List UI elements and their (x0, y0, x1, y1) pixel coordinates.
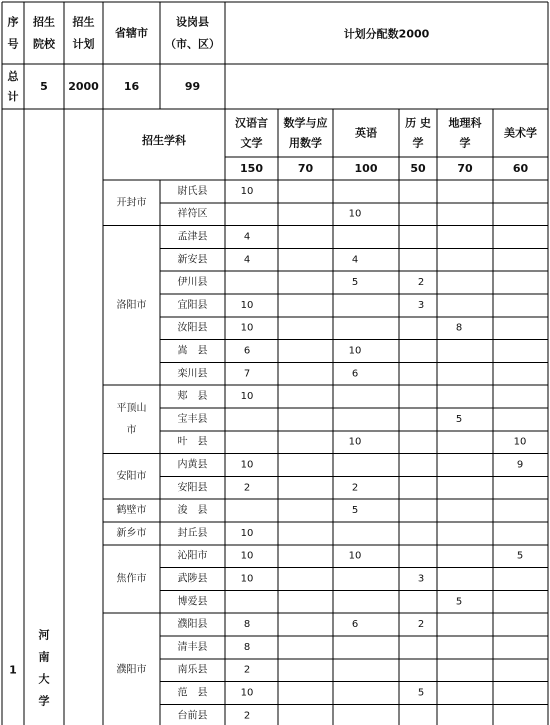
county-name: 郏 县 (177, 391, 208, 403)
quota-value: 2 (243, 664, 251, 676)
header-county: 设岗县 (176, 15, 209, 29)
quota-value: 8 (243, 619, 251, 631)
subject-name: 学 (412, 136, 424, 150)
university-name: 大 (38, 672, 50, 686)
county-name: 内黄县 (177, 459, 208, 471)
city-name: 开封市 (116, 197, 147, 209)
quota-value: 2 (243, 482, 251, 494)
quota-value: 10 (513, 436, 527, 448)
quota-value: 8 (455, 322, 463, 334)
quota-value: 10 (240, 687, 254, 699)
subject-name: 英语 (355, 126, 377, 140)
subject-count: 70 (457, 162, 473, 175)
subject-count: 70 (297, 162, 314, 175)
quota-value: 4 (351, 254, 359, 266)
county-name: 宝丰县 (177, 413, 208, 425)
quota-value: 6 (351, 619, 359, 631)
quota-value: 10 (348, 436, 362, 448)
quota-value: 5 (516, 550, 524, 562)
county-name: 嵩 县 (177, 345, 208, 357)
quota-value: 5 (351, 277, 359, 289)
subject-name: 美术学 (504, 126, 537, 140)
quota-value: 3 (417, 299, 425, 311)
quota-value: 10 (348, 208, 362, 220)
total-plan: 2000 (68, 80, 99, 93)
city-name: 市 (126, 424, 137, 436)
quota-value: 4 (243, 231, 251, 243)
quota-value: 7 (243, 368, 251, 380)
quota-value: 8 (243, 641, 251, 653)
quota-value: 2 (417, 277, 425, 289)
county-name: 濮阳县 (177, 619, 208, 631)
quota-value: 10 (240, 550, 254, 562)
county-name: 栾川县 (177, 368, 208, 380)
county-name: 南乐县 (177, 664, 208, 676)
total-cities: 16 (123, 80, 140, 93)
county-name: 范 县 (177, 687, 208, 699)
total-label: 计 (7, 90, 19, 103)
county-name: 封丘县 (177, 527, 208, 539)
quota-value: 10 (240, 573, 254, 585)
county-name: 安阳县 (177, 482, 208, 494)
county-name: 沁阳市 (177, 550, 208, 562)
quota-value: 5 (455, 413, 463, 425)
header-seq: 号 (7, 37, 19, 51)
county-name: 武陟县 (177, 573, 208, 585)
county-name: 孟津县 (177, 231, 208, 243)
quota-value: 10 (240, 391, 254, 403)
county-name: 伊川县 (177, 277, 208, 289)
city-name: 焦作市 (116, 573, 147, 585)
quota-value: 10 (348, 550, 362, 562)
county-name: 清丰县 (177, 641, 208, 653)
quota-value: 5 (455, 596, 463, 608)
quota-value: 9 (516, 459, 524, 471)
county-name: 叶 县 (177, 436, 208, 448)
header-school: 招生 (33, 15, 55, 29)
subject-name: 历 史 (405, 116, 431, 130)
city-name: 新乡市 (116, 527, 147, 539)
quota-value: 4 (243, 254, 251, 266)
quota-value: 6 (243, 345, 251, 357)
county-name: 祥符区 (177, 208, 208, 220)
quota-value: 10 (240, 459, 254, 471)
subject-name: 汉语言 (235, 116, 268, 130)
quota-value: 10 (240, 527, 254, 539)
quota-value: 10 (348, 345, 362, 357)
subject-count: 50 (410, 162, 426, 175)
city-name: 洛阳市 (116, 299, 147, 311)
quota-value: 6 (351, 368, 359, 380)
university-name: 南 (38, 650, 50, 664)
header-seq: 序 (7, 15, 19, 29)
header-county: （市、区） (165, 37, 220, 51)
university-seq: 1 (9, 663, 17, 677)
total-label: 总 (7, 70, 19, 83)
county-name: 博爱县 (177, 596, 208, 608)
city-name: 安阳市 (116, 470, 147, 482)
header-allocation: 计划分配数2000 (343, 27, 430, 41)
total-schools: 5 (40, 80, 48, 93)
total-counties: 99 (184, 80, 201, 93)
quota-value: 2 (351, 482, 359, 494)
quota-value: 5 (417, 687, 425, 699)
county-name: 尉氏县 (177, 185, 208, 197)
quota-value: 5 (351, 505, 359, 517)
county-name: 浚 县 (177, 505, 208, 517)
table-texts (8, 15, 538, 722)
subject-header: 招生学科 (142, 134, 186, 147)
quota-value: 10 (240, 322, 254, 334)
county-name: 汝阳县 (177, 322, 208, 334)
city-name: 鹤壁市 (116, 505, 147, 517)
subject-count: 100 (354, 162, 378, 175)
county-name: 宜阳县 (177, 299, 208, 311)
subject-name: 文学 (240, 136, 263, 150)
quota-value: 10 (240, 299, 254, 311)
county-name: 新安县 (177, 254, 208, 266)
header-plan: 计划 (72, 37, 95, 51)
university-name: 学 (38, 694, 50, 708)
quota-value: 2 (417, 619, 425, 631)
quota-value: 2 (243, 710, 251, 722)
subject-name: 用数学 (289, 136, 322, 150)
county-name: 台前县 (177, 710, 208, 722)
subject-count: 60 (512, 162, 529, 175)
subject-name: 数学与应 (283, 116, 328, 130)
university-name: 河 (38, 628, 50, 642)
header-school: 院校 (33, 37, 55, 51)
subject-count: 150 (240, 162, 263, 175)
quota-value: 10 (240, 185, 254, 197)
table-grid (2, 2, 548, 725)
subject-name: 地理科 (448, 116, 482, 130)
header-plan: 招生 (72, 15, 95, 29)
city-name: 濮阳市 (116, 664, 147, 676)
quota-value: 3 (417, 573, 425, 585)
header-city: 省辖市 (115, 26, 148, 40)
subject-name: 学 (459, 136, 471, 150)
city-name: 平顶山 (116, 402, 147, 414)
